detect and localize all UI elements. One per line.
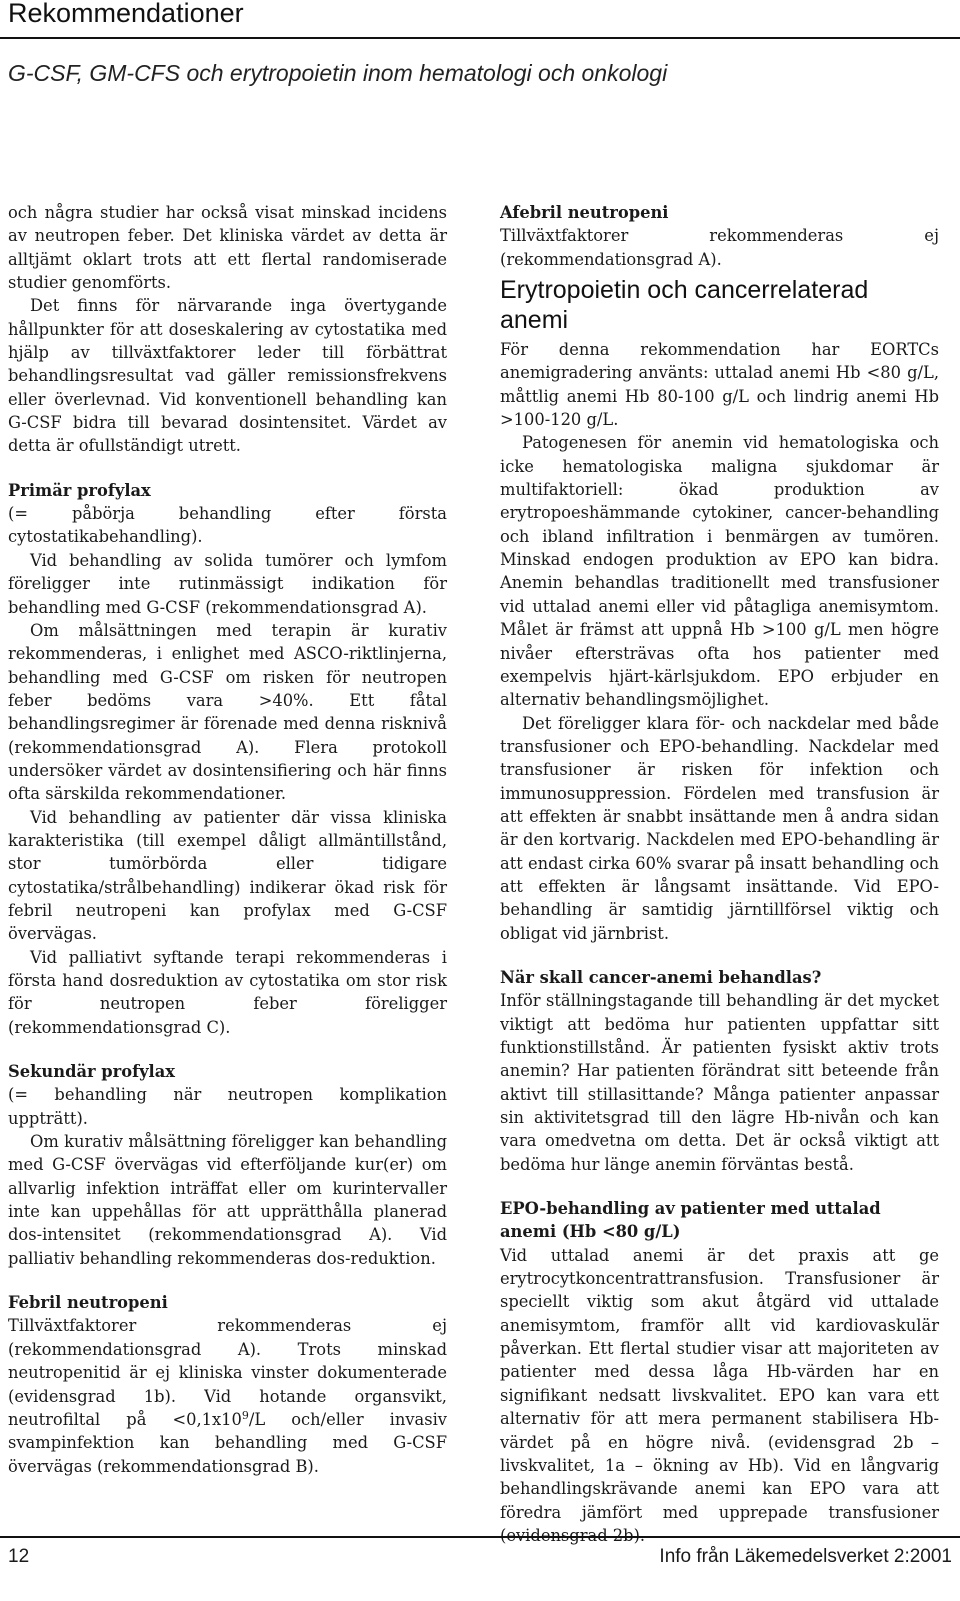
heading-febril-neutropeni: Febril neutropeni xyxy=(8,1293,168,1313)
header-rule xyxy=(0,37,960,39)
superscript: 9 xyxy=(241,1408,249,1422)
section-subtitle: G-CSF, GM-CFS och erytropoietin inom hematologi och onkologi xyxy=(8,60,668,86)
text-run: /L och/eller invasiv svampinfektion kan behandling med G-CSF övervägas (rekommendationsgrad B). xyxy=(8,1409,447,1476)
paragraph: Det finns för närvarande inga övertygande hållpunkter för att doseskalering av cytostatika med hjälp av tillväxtfaktorer leder till förbättrat behandlingsresultat vad gäller remissionsfrekvens eller överlevnad. Vid konventionell behandling kan G-CSF bidra till bevarad dosintensitet. Värdet av detta är ofullständigt utrett. xyxy=(8,296,447,456)
heading-primar-profylax: Primär profylax xyxy=(8,480,151,500)
paragraph: och några studier har också visat minskad incidens av neutropen feber. Det kliniska värdet av detta är alltjämt oklart trots att ett flertal randomiserade studier genomförts. xyxy=(8,203,447,293)
paragraph: Vid behandling av patienter där vissa kliniska karakteristika (till exempel dåligt allmäntillstånd, stor tumörbörda eller tidigare cytostatika/strålbehandling) indikerar ökad risk för febril neutropeni kan profylax med G-CSF övervägas. xyxy=(8,807,447,944)
paragraph: Det föreligger klara för- och nackdelar med både transfusioner och EPO-behandling. Nackdelar med transfusioner är risken för infektion och immunosuppression. Fördelen med transfusion är att effekten är snabbt insättande men å andra sidan är den kortvarig. Nackdelen med EPO-behandling är att endast cirka 60% svarar på insatt behandling och att effekten är långsamt insättande. Vid EPO-behandling är samtidig järntillförsel viktig och obligat vid järnbrist. xyxy=(500,713,939,943)
paragraph: Om målsättningen med terapin är kurativ rekommenderas, i enlighet med ASCO-riktlinjerna, behandling med G-CSF om risken för neutropen feber bedöms vara >40%. Ett fåtal behandlingsregimer är förenade med denna risknivå (rekommendationsgrad A). Flera protokoll undersöker värdet av dosintensifiering och här finns ofta särskilda rekommendationer. xyxy=(8,620,447,804)
heading-afebril-neutropeni: Afebril neutropeni xyxy=(500,203,669,222)
paragraph-febril xyxy=(8,1314,447,1477)
heading-sekundar-profylax: Sekundär profylax xyxy=(8,1062,175,1082)
heading-epo-behandling: EPO-behandling av patienter med uttalad anemi (Hb <80 g/L) xyxy=(500,1199,881,1242)
definition-primar: (= påbörja behandling efter första cytostatikabehandling). xyxy=(8,504,447,547)
right-column xyxy=(500,201,939,1547)
paragraph: För denna rekommendation har EORTCs anemigradering använts: uttalad anemi Hb <80 g/L, måttlig anemi Hb 80-100 g/L och lindrig anemi Hb >100-120 g/L. xyxy=(500,340,939,430)
paragraph: Patogenesen för anemin vid hematologiska och icke hematologiska maligna sjukdomar är multifaktoriell: ökad produktion av erytropoeshämmande cytokiner, cancer-behandling och ibland infiltration i benmärgen av tumören. Minskad endogen produktion av EPO kan bidra. Anemin behandlas traditionellt med transfusioner vid uttalad anemi eller vid påtagliga anemisymtom. Målet är främst att uppnå Hb >100 g/L men högre nivåer eftersträvas ofta hos patienter med exempelvis hjärt-kärlsjukdom. EPO erbjuder en alternativ behandlingsmöjlighet. xyxy=(500,433,939,710)
paragraph: Tillväxtfaktorer rekommenderas ej (rekommendationsgrad A). xyxy=(500,226,939,269)
section-heading-erytropoietin: Erytropoietin och cancerrelaterad anemi xyxy=(500,276,869,335)
paragraph: Vid behandling av solida tumörer och lymfom föreligger inte rutinmässigt indikation för behandling med G-CSF (rekommendationsgrad A). xyxy=(8,550,447,617)
paragraph: Inför ställningstagande till behandling är det mycket viktigt att bedöma hur patienten uppfattar sitt funktionstillstånd. Är patienten fysiskt aktiv trots anemin? Har patienten förändrat sitt beteende från aktivt till stillasittande? Många patienter anpassar sin aktivitetsgrad till den lägre Hb-nivån och kan vara omedvetna om detta. Det är också viktigt att bedöma hur länge anemin förväntas bestå. xyxy=(500,991,939,1174)
footer-rule xyxy=(0,1536,960,1538)
heading-nar-behandla: När skall cancer-anemi behandlas? xyxy=(500,967,822,987)
definition-sekundar: (= behandling när neutropen komplikation uppträtt). xyxy=(8,1085,447,1128)
paragraph: Vid palliativt syftande terapi rekommenderas i första hand dosreduktion av cytostatika om stor risk för neutropen feber föreligger (rekommendationsgrad C). xyxy=(8,947,447,1037)
paragraph: Om kurativ målsättning föreligger kan behandling med G-CSF övervägas vid efterföljande kur(er) om allvarlig infektion inträffat eller om kurintervaller inte kan uppehållas för att upprätthålla planerad dos-intensitet (rekommendationsgrad A). Vid palliativ behandling rekommenderas dos-reduktion. xyxy=(8,1132,447,1268)
text-run: Tillväxtfaktorer rekommenderas ej (rekommendationsgrad A). Trots minskad neutropenitid är ej kliniska vinster dokumenterade (evidensgrad 1b). Vid hotande organsvikt, neutrofiltal på <0,1x10 xyxy=(8,1316,447,1429)
publisher-footer: Info från Läkemedelsverket 2:2001 xyxy=(659,1546,952,1567)
left-column xyxy=(8,201,447,1478)
page-number: 12 xyxy=(8,1546,30,1567)
running-header-title: Rekommendationer xyxy=(8,0,244,28)
paragraph: Vid uttalad anemi är det praxis att ge erytrocytkoncentrattransfusion. Transfusioner är speciellt viktig som akut åtgärd vid uttalade anemisymtom, framför allt vid kardiovaskulär påverkan. Ett flertal studier visar att majoriteten av patienter med dessa låga Hb-värden har en signifikant nedsatt livskvalitet. EPO kan vara ett alternativ för att mera permanent stabilisera Hb-värdet på en högre nivå. (evidensgrad 2b – livskvalitet, 1a – ökning av Hb). Vid en långvarig behandlingskrävande anemi kan EPO vara att föredra jämfört med upprepade transfusioner xyxy=(500,1245,939,1522)
